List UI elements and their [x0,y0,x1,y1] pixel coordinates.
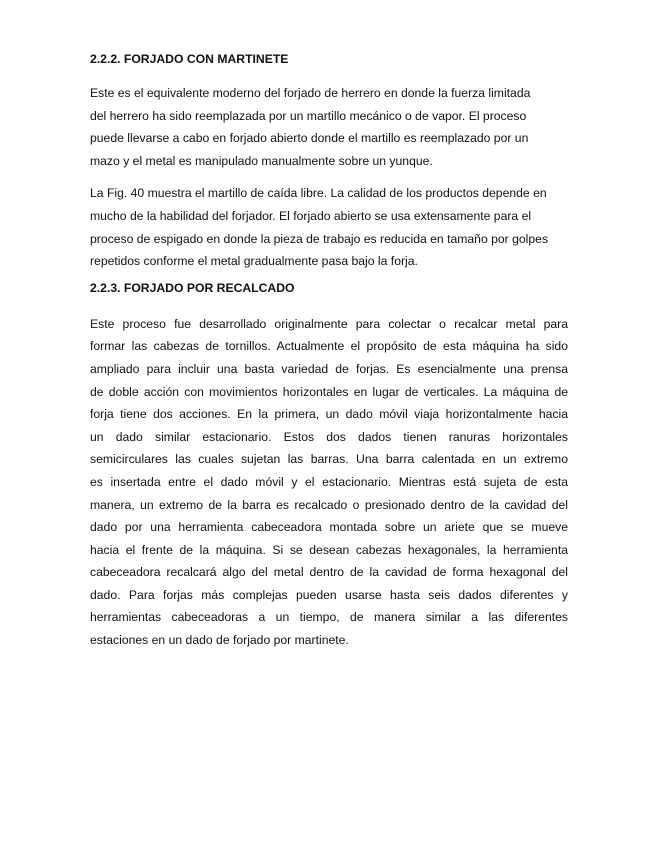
text-line: mazo y el metal es manipulado manualmente sobre un yunque. [90,153,433,168]
text-line: semicirculares las cuales sujetan las barras. Una barra calentada en un extremo [90,452,568,467]
text-line: ampliado para incluir una basta variedad de forjas. Es esencialmente una prensa [90,361,568,376]
text-line: es insertada entre el dado móvil y el estacionario. Mientras está sujeta de esta [90,474,568,489]
text-line: manera, un extremo de la barra es recalcado o presionado dentro de la cavidad del [90,497,568,512]
paragraph-martillo-caida-libre [90,182,568,272]
section-heading-forjado-con-martinete: 2.2.2. FORJADO CON MARTINETE [90,52,289,66]
text-line: formar las cabezas de tornillos. Actualmente el propósito de esta máquina ha sido [90,339,568,354]
text-line: Este es el equivalente moderno del forjado de herrero en donde la fuerza limitada [90,86,531,100]
text-line: un dado similar estacionario. Estos dos dados tienen ranuras horizontales [90,429,568,444]
text-line: Este proceso fue desarrollado originalmente para colectar o recalcar metal para [90,316,568,331]
text-line: del herrero ha sido reemplazada por un martillo mecánico o de vapor. El proceso [90,108,527,123]
document-page [90,50,568,652]
paragraph-martinete-intro [90,82,568,172]
text-line: estaciones en un dado de forjado por martinete. [90,633,349,648]
text-line: proceso de espigado en donde la pieza de trabajo es reducida en tamaño por golpes [90,231,549,246]
text-line: de doble acción con movimientos horizontales en lugar de verticales. La máquina de [90,384,568,399]
text-line: hacia el frente de la máquina. Si se desean cabezas hexagonales, la herramienta [90,542,568,557]
text-line: dado por una herramienta cabeceadora montada sobre un ariete que se mueve [90,520,568,535]
text-line: repetidos conforme el metal gradualmente pasa bajo la forja. [90,254,418,269]
text-line: dado. Para forjas más complejas pueden usarse hasta seis dados diferentes y [90,587,568,602]
text-line: mucho de la habilidad del forjador. El forjado abierto se usa extensamente para el [90,208,532,223]
text-line: cabeceadora recalcará algo del metal dentro de la cavidad de forma hexagonal del [90,565,568,580]
text-line: herramientas cabeceadoras a un tiempo, de manera similar a las diferentes [90,610,568,625]
text-line: La Fig. 40 muestra el martillo de caída libre. La calidad de los productos depende en [90,186,547,201]
text-line: puede llevarse a cabo en forjado abierto donde el martillo es reemplazado por un [90,131,529,146]
text-line: forja tiene dos acciones. En la primera, un dado móvil viaja horizontalmente hacia [90,407,568,422]
paragraph-recalcado [90,313,568,652]
section-heading-forjado-por-recalcado: 2.2.3. FORJADO POR RECALCADO [90,280,295,295]
